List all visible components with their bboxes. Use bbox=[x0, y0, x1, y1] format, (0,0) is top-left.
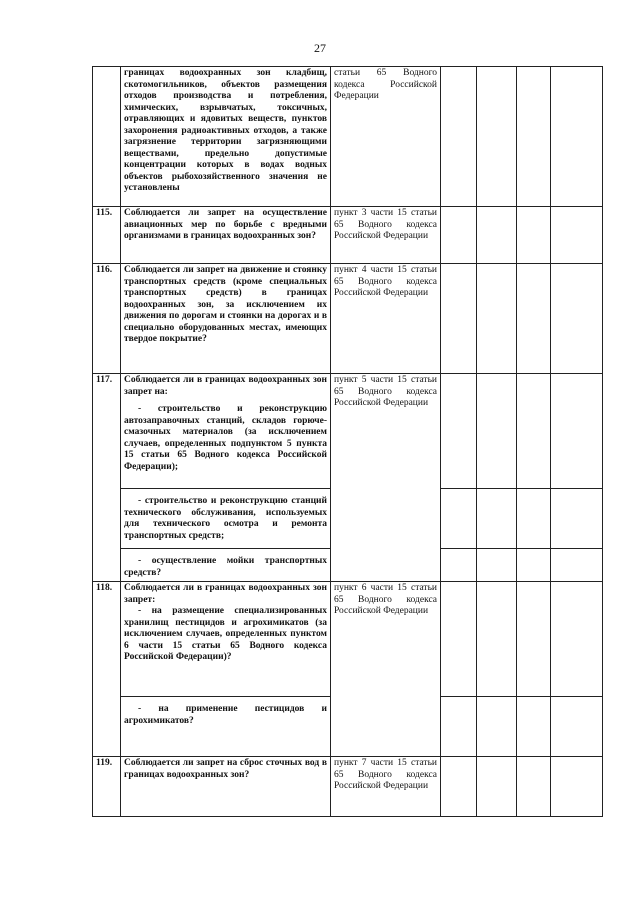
notes-cell[interactable] bbox=[551, 697, 603, 757]
answer-cell-yes[interactable] bbox=[441, 582, 477, 697]
question-text bbox=[121, 374, 331, 489]
table-row bbox=[93, 374, 603, 489]
answer-cell-yes[interactable] bbox=[441, 549, 477, 582]
legal-reference: пункт 3 части 15 статьи 65 Водного кодекса Российской Федерации bbox=[331, 207, 441, 264]
row-number: 115. bbox=[93, 207, 121, 264]
table-row bbox=[93, 67, 603, 207]
question-subitem: - строительство и реконструкцию автозаправочных станций, складов горюче-смазочных материалов (за исключением случаев, определенных подпунктом 5 пункта 15 статьи 65 Водного кодекса Российской Федерации); bbox=[124, 404, 327, 472]
legal-reference: пункт 6 части 15 статьи 65 Водного кодекса Российской Федерации bbox=[331, 582, 441, 757]
legal-reference: статьи 65 Водного кодекса Российской Федерации bbox=[331, 67, 441, 207]
answer-cell-no[interactable] bbox=[477, 757, 517, 817]
table-row bbox=[93, 207, 603, 264]
row-number: 118. bbox=[93, 582, 121, 757]
table-row bbox=[93, 264, 603, 374]
answer-cell-yes[interactable] bbox=[441, 374, 477, 489]
notes-cell[interactable] bbox=[551, 264, 603, 374]
notes-cell[interactable] bbox=[551, 207, 603, 264]
checklist-table bbox=[92, 66, 603, 817]
answer-cell-no[interactable] bbox=[477, 489, 517, 549]
answer-cell-yes[interactable] bbox=[441, 264, 477, 374]
legal-reference: пункт 4 части 15 статьи 65 Водного кодекса Российской Федерации bbox=[331, 264, 441, 374]
legal-reference: пункт 5 части 15 статьи 65 Водного кодекса Российской Федерации bbox=[331, 374, 441, 582]
answer-cell-na[interactable] bbox=[517, 697, 551, 757]
question-subitem: - на применение пестицидов и агрохимикатов? bbox=[124, 704, 327, 726]
answer-cell-no[interactable] bbox=[477, 549, 517, 582]
notes-cell[interactable] bbox=[551, 757, 603, 817]
answer-cell-yes[interactable] bbox=[441, 757, 477, 817]
answer-cell-na[interactable] bbox=[517, 264, 551, 374]
row-number: 117. bbox=[93, 374, 121, 582]
answer-cell-no[interactable] bbox=[477, 207, 517, 264]
answer-cell-no[interactable] bbox=[477, 697, 517, 757]
notes-cell[interactable] bbox=[551, 549, 603, 582]
answer-cell-na[interactable] bbox=[517, 207, 551, 264]
answer-cell-yes[interactable] bbox=[441, 697, 477, 757]
notes-cell[interactable] bbox=[551, 582, 603, 697]
table-row bbox=[93, 582, 603, 697]
answer-cell-na[interactable] bbox=[517, 757, 551, 817]
question-intro: Соблюдается ли в границах водоохранных зон запрет: bbox=[124, 583, 327, 605]
legal-reference: пункт 7 части 15 статьи 65 Водного кодекса Российской Федерации bbox=[331, 757, 441, 817]
question-text bbox=[121, 489, 331, 549]
answer-cell-na[interactable] bbox=[517, 489, 551, 549]
answer-cell-na[interactable] bbox=[517, 67, 551, 207]
answer-cell-na[interactable] bbox=[517, 582, 551, 697]
question-text bbox=[121, 582, 331, 697]
answer-cell-no[interactable] bbox=[477, 374, 517, 489]
question-text: Соблюдается ли запрет на осуществление авиационных мер по борьбе с вредными организмами в границах водоохранных зон? bbox=[121, 207, 331, 264]
answer-cell-na[interactable] bbox=[517, 374, 551, 489]
answer-cell-no[interactable] bbox=[477, 67, 517, 207]
question-subitem: - на размещение специализированных хранилищ пестицидов и агрохимикатов (за исключением случаев, определенных пунктом 6 части 15 статьи 65 Водного кодекса Российской Федерации)? bbox=[124, 606, 327, 662]
answer-cell-yes[interactable] bbox=[441, 207, 477, 264]
question-text: границах водоохранных зон кладбищ, скотомогильников, объектов размещения отходов производства и потребления, химических, взрывчатых, токсичных, отравляющих и ядовитых веществ, пунктов захоронения радиоактивных отходов, а также загрязнение территории загрязняющими веществами, предельно допустимые концентрации которых в водах водных объектов рыбохозяйственного значения не установлены bbox=[121, 67, 331, 207]
question-subitem: - осуществление мойки транспортных средств? bbox=[124, 556, 327, 578]
notes-cell[interactable] bbox=[551, 489, 603, 549]
question-text: Соблюдается ли запрет на движение и стоянку транспортных средств (кроме специальных транспортных средств) в границах водоохранных зон, за исключением их движения по дорогам и стоянки на дорогах и в специально оборудованных местах, имеющих твердое покрытие? bbox=[121, 264, 331, 374]
notes-cell[interactable] bbox=[551, 374, 603, 489]
answer-cell-yes[interactable] bbox=[441, 489, 477, 549]
answer-cell-no[interactable] bbox=[477, 582, 517, 697]
question-intro: Соблюдается ли в границах водоохранных зон запрет на: bbox=[124, 375, 327, 397]
question-text bbox=[121, 549, 331, 582]
notes-cell[interactable] bbox=[551, 67, 603, 207]
row-number: 116. bbox=[93, 264, 121, 374]
table-row bbox=[93, 757, 603, 817]
row-number bbox=[93, 67, 121, 207]
question-subitem: - строительство и реконструкцию станций технического обслуживания, используемых для технического осмотра и ремонта транспортных средств; bbox=[124, 496, 327, 541]
page-number: 27 bbox=[314, 41, 326, 55]
question-text: Соблюдается ли запрет на сброс сточных вод в границах водоохранных зон? bbox=[121, 757, 331, 817]
answer-cell-na[interactable] bbox=[517, 549, 551, 582]
question-text bbox=[121, 697, 331, 757]
answer-cell-no[interactable] bbox=[477, 264, 517, 374]
row-number: 119. bbox=[93, 757, 121, 817]
answer-cell-yes[interactable] bbox=[441, 67, 477, 207]
